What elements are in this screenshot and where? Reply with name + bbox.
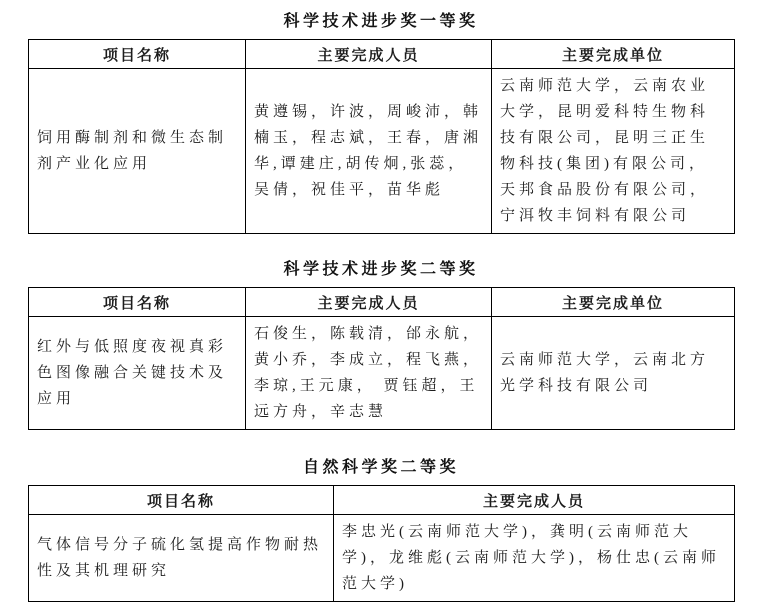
- table-header-row: [29, 486, 735, 515]
- awards-table-second-prize: [28, 287, 735, 430]
- project-name-cell: 红外与低照度夜视真彩色图像融合关键技术及应用: [29, 317, 246, 430]
- table-header-row: [29, 40, 735, 69]
- project-name-cell: 饲用酶制剂和微生态制剂产业化应用: [29, 69, 246, 234]
- column-header-main-units: 主要完成单位: [492, 40, 735, 69]
- table-header-row: [29, 288, 735, 317]
- awards-table-first-prize: [28, 39, 735, 234]
- award-section-first-prize: [28, 12, 734, 234]
- column-header-main-units: 主要完成单位: [492, 288, 735, 317]
- award-section-natural-science: [28, 458, 734, 602]
- column-header-main-completers: 主要完成人员: [334, 486, 735, 515]
- award-section-second-prize: [28, 260, 734, 430]
- column-header-project-name: 项目名称: [29, 40, 246, 69]
- section-title: 自然科学奖二等奖: [302, 459, 459, 476]
- project-name-cell: 气体信号分子硫化氢提高作物耐热性及其机理研究: [29, 515, 334, 602]
- completers-cell: 石俊生，陈载清，邰永航，黄小乔，李成立，程飞燕，李琼,王元康， 贾钰超，王远方舟，辛志慧: [246, 317, 492, 430]
- table-row: [29, 317, 735, 430]
- completers-cell: 黄遵锡，许波，周峻沛，韩楠玉，程志斌，王春，唐湘华,谭建庄,胡传炯,张蕊，吴倩，祝佳平，苗华彪: [246, 69, 492, 234]
- units-cell: 云南师范大学，云南北方光学科技有限公司: [492, 317, 735, 430]
- section-title: 科学技术进步奖一等奖: [283, 13, 479, 30]
- table-row: [29, 69, 735, 234]
- column-header-project-name: 项目名称: [29, 486, 334, 515]
- column-header-project-name: 项目名称: [29, 288, 246, 317]
- units-cell: 云南师范大学，云南农业大学，昆明爱科特生物科技有限公司，昆明三正生物科技(集团)有限公司，天邦食品股份有限公司，宁洱牧丰饲料有限公司: [492, 69, 735, 234]
- column-header-main-completers: 主要完成人员: [246, 288, 492, 317]
- awards-table-natural-science: [28, 485, 735, 602]
- section-title: 科学技术进步奖二等奖: [283, 261, 479, 278]
- column-header-main-completers: 主要完成人员: [246, 40, 492, 69]
- completers-cell: 李忠光(云南师范大学)，龚明(云南师范大学)，龙维彪(云南师范大学)，杨仕忠(云南师范大学): [334, 515, 735, 602]
- table-row: [29, 515, 735, 602]
